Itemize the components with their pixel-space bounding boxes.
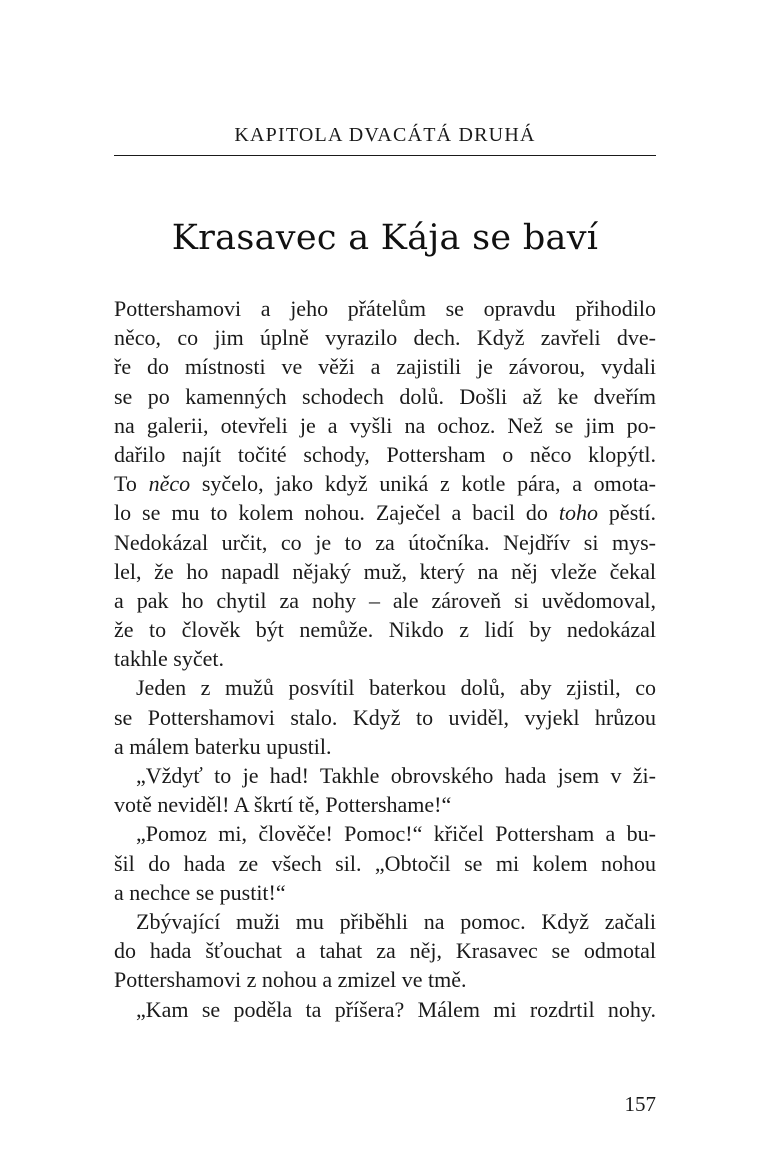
text-line: „Pomoz mi, člověče! Pomoc!“ křičel Pottersham a bu- xyxy=(136,821,656,847)
chapter-title: Krasavec a Kája se baví xyxy=(171,218,599,258)
text-line: se Pottershamovi stalo. Když to uviděl, vyjekl hrůzou xyxy=(114,704,656,730)
running-head: KAPITOLA DVACÁTÁ DRUHÁ xyxy=(234,124,536,146)
text-line: ře do místnosti ve věži a zajistili je závorou, vydali xyxy=(114,354,656,380)
text-line: a málem baterku upustil. xyxy=(114,733,332,759)
text-line: šil do hada ze všech sil. „Obtočil se mi kolem nohou xyxy=(114,850,656,876)
text-line: něco, co jim úplně vyrazilo dech. Když zavřeli dve- xyxy=(114,325,656,351)
text-line: dařilo najít točité schody, Pottersham o něco klopýtl. xyxy=(114,441,656,467)
emphasis-text: toho xyxy=(558,500,598,526)
text-line xyxy=(114,469,656,498)
line-text: To xyxy=(114,471,149,497)
text-line: takhle syčet. xyxy=(114,646,224,672)
text-line: na galerii, otevřeli je a vyšli na ochoz. Než se jim po- xyxy=(114,412,656,438)
text-line: lel, že ho napadl nějaký muž, který na něj vleže čekal xyxy=(114,558,656,584)
text-line: a nechce se pustit!“ xyxy=(114,879,286,905)
text-line: Pottershamovi a jeho přátelům se opravdu přihodilo xyxy=(114,296,656,321)
body-text xyxy=(114,294,656,1024)
line-text: syčelo, jako když uniká z kotle pára, a omota- xyxy=(190,471,656,497)
header-rule xyxy=(114,155,656,156)
text-line xyxy=(114,498,656,527)
text-line: že to člověk být nemůže. Nikdo z lidí by nedokázal xyxy=(114,617,656,643)
text-line: Jeden z mužů posvítil baterkou dolů, aby zjistil, co xyxy=(136,675,656,701)
text-line: do hada šťouchat a tahat za něj, Krasavec se odmotal xyxy=(114,938,656,964)
text-line: Nedokázal určit, co je to za útočníka. Nejdřív si mys- xyxy=(114,529,656,555)
text-line: a pak ho chytil za nohy – ale zároveň si uvědomoval, xyxy=(114,587,656,613)
text-line: Pottershamovi z nohou a zmizel ve tmě. xyxy=(114,967,467,993)
line-text: pěstí. xyxy=(597,500,656,526)
emphasis-text: něco xyxy=(148,471,191,497)
text-line: votě neviděl! A škrtí tě, Pottershame!“ xyxy=(114,792,452,818)
text-line: „Kam se poděla ta příšera? Málem mi rozdrtil nohy. xyxy=(136,996,656,1022)
line-text: lo se mu to kolem nohou. Zaječel a bacil do xyxy=(114,500,559,526)
text-line: „Vždyť to je had! Takhle obrovského hada jsem v ži- xyxy=(136,763,656,788)
page-number: 157 xyxy=(624,1092,656,1116)
text-line: se po kamenných schodech dolů. Došli až ke dveřím xyxy=(114,383,656,409)
text-line: Zbývající muži mu přiběhli na pomoc. Když začali xyxy=(136,908,656,934)
